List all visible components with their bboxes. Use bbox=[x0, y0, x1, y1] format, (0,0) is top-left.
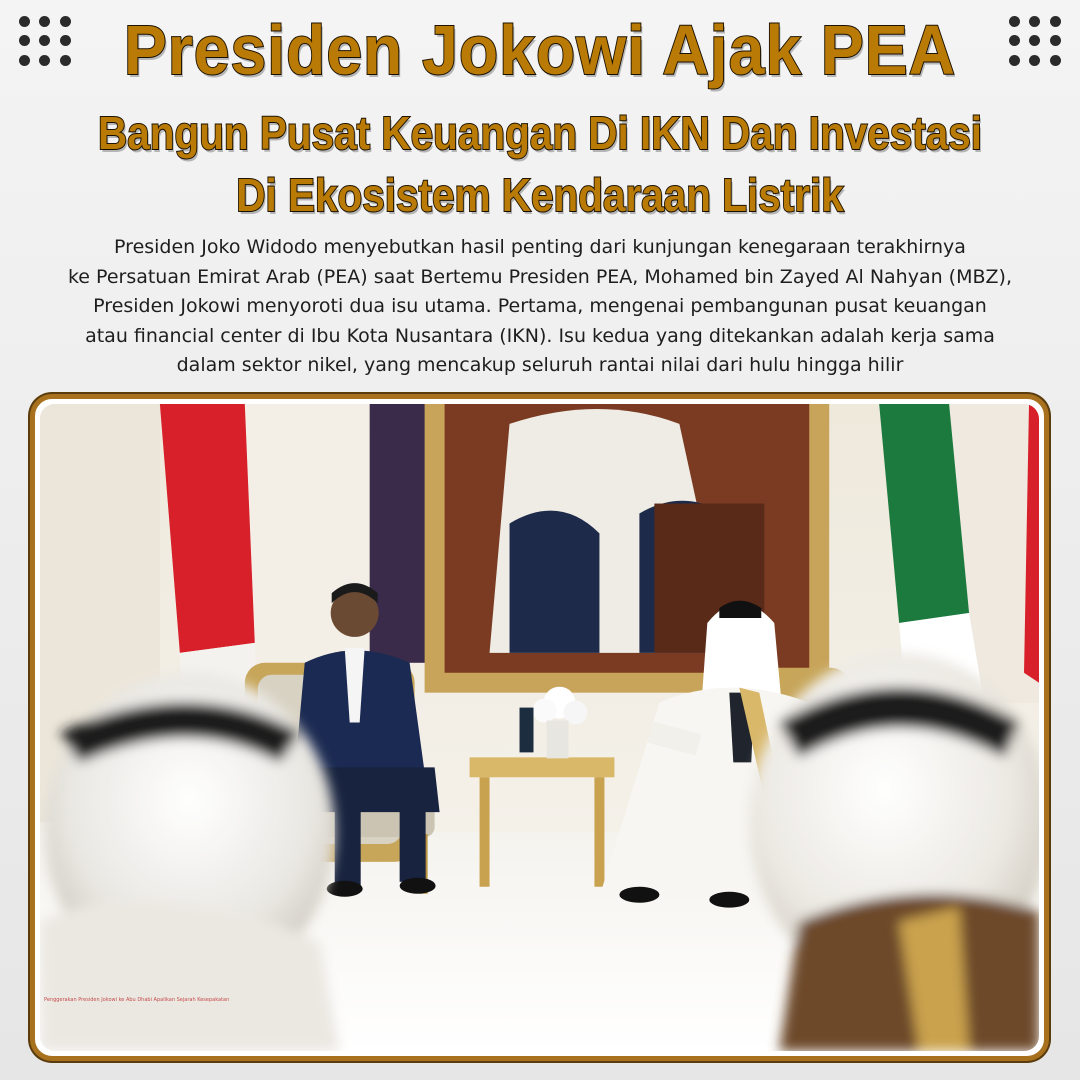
paragraph-line: atau financial center di Ibu Kota Nusantara (IKN). Isu kedua yang ditekankan adalah kerja sama bbox=[85, 324, 995, 347]
headline-title: Presiden Jokowi Ajak PEA bbox=[123, 11, 957, 89]
article-paragraph bbox=[14, 233, 1066, 381]
meeting-scene-illustration bbox=[40, 404, 1039, 1051]
meeting-photo bbox=[40, 404, 1039, 1051]
paragraph-line: Presiden Joko Widodo menyebutkan hasil penting dari kunjungan kenegaraan terakhirnya bbox=[114, 236, 966, 258]
headline-subtitle-line-1: Bangun Pusat Keuangan Di IKN Dan Investasi bbox=[98, 107, 982, 159]
photo-watermark: Penggerakan Presiden Jokowi ke Abu Dhabi Apalikan Sejarah Kesepakatan bbox=[44, 997, 230, 1003]
photo-frame bbox=[30, 394, 1049, 1061]
paragraph-line: dalam sektor nikel, yang mencakup seluruh rantai nilai dari hulu hingga hilir bbox=[176, 354, 904, 376]
paragraph-line: Presiden Jokowi menyoroti dua isu utama. Pertama, mengenai pembangunan pusat keuangan bbox=[93, 295, 987, 317]
paragraph-line: ke Persatuan Emirat Arab (PEA) saat Bertemu Presiden PEA, Mohamed bin Zayed Al Nahyan (MBZ), bbox=[67, 265, 1012, 288]
headline-subtitle-line-2: Di Ekosistem Kendaraan Listrik bbox=[236, 169, 844, 221]
